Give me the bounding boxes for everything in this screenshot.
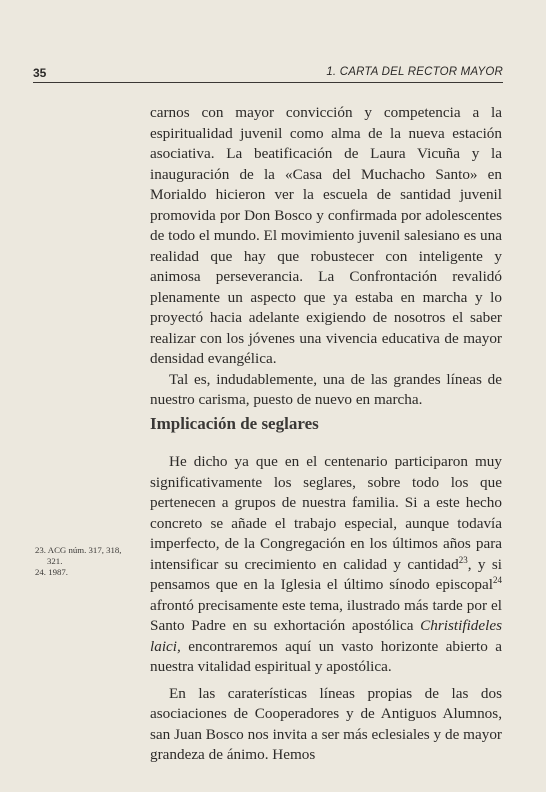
document-title-italic: Christifideles laici, (150, 617, 502, 655)
paragraph: carnos con mayor convicción y competencia a la espiritualidad juvenil como alma de la nueva estación asociativa. La beatificación de Laura Vicuña y la inauguración de la «Casa del Muchacho Santo» en Morialdo hicieron ver la escuela de santidad juvenil promovida por Don Bosco y confirmada por adolescentes de todo el mundo. El movimiento juvenil salesiano es una realidad que hay que robustecer con inteligente y animosa perseverancia. La Confrontación revalidó plenamente un aspecto que ya estaba en marcha y lo proyectó hacia adelante exigiendo de nosotros el saber realizar con los jóvenes una vivencia educativa de mayor densidad evangélica. (150, 104, 502, 367)
header-rule (33, 82, 503, 83)
paragraph-text: He dicho ya que en el centenario participaron muy significativamente los seglares, sobre todo los que pertenecen a grupos de nuestra familia. Si a este hecho concreto se añade el trabajo especial, aunque todavía imperfecto, de la Congregación en los últimos años para intensificar su crecimiento en calidad y cantidad (150, 453, 502, 573)
top-text-block (150, 103, 502, 411)
paragraph-text: afrontó precisamente este tema, ilustrado más tarde por el Santo Padre en su exhortación apostólica (150, 596, 502, 634)
paragraph: En las caraterísticas líneas propias de las dos asociaciones de Cooperadores y de Antiguos Alumnos, san Juan Bosco nos invita a ser más eclesiales y de mayor grandeza de ánimo. Hemos (150, 684, 502, 763)
footnotes (35, 545, 140, 578)
running-head: 1. CARTA DEL RECTOR MAYOR (326, 66, 503, 78)
paragraph (150, 452, 502, 678)
paragraph-text: , y si pensamos que en la Iglesia el último sínodo episcopal (150, 555, 502, 593)
footnote-24: 24. 1987. (35, 567, 68, 577)
footnote-ref-24: 24 (493, 574, 502, 585)
section-heading: Implicación de seglares (150, 414, 319, 433)
footnote-23-continued: 321. (47, 556, 63, 566)
footnote-23: 23. ACG núm. 317, 318, (35, 545, 122, 555)
section-text-block (150, 452, 502, 766)
paragraph-text: encontraremos aquí un vasto horizonte abierto a nuestra vitalidad espiritual y apostólica. (150, 637, 502, 675)
page-header (33, 66, 503, 80)
page-number: 35 (33, 66, 47, 80)
footnote-ref-23: 23 (458, 554, 468, 565)
paragraph: Tal es, indudablemente, una de las grandes líneas de nuestro carisma, puesto de nuevo en marcha. (150, 370, 502, 408)
